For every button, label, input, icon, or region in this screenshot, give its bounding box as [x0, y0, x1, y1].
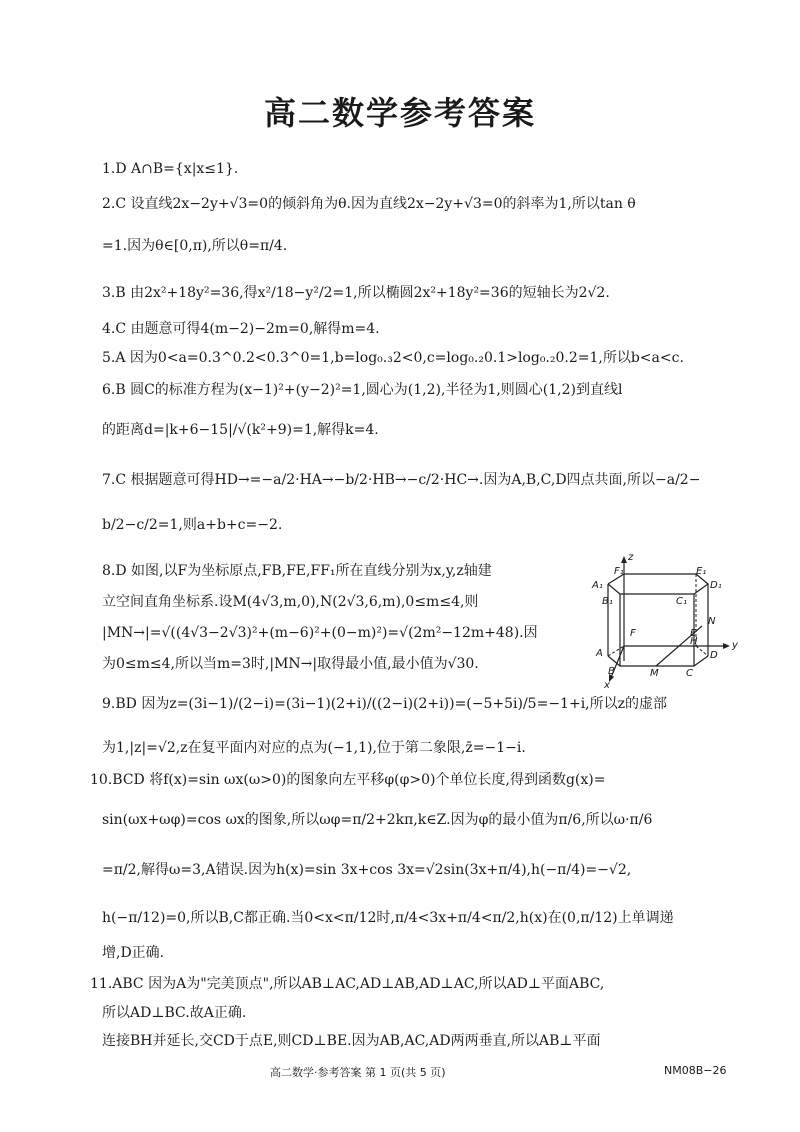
answer-line: 3.B 由2x²+18y²=36,得x²/18−y²/2=1,所以椭圆2x²+18y²=36的短轴长为2√2. [102, 285, 610, 301]
figure-label: D₁ [710, 580, 722, 591]
answer-line: |MN→|=√((4√3−2√3)²+(m−6)²+(0−m)²)=√(2m²−12m+48).因 [102, 625, 538, 641]
figure-label: A₁ [592, 580, 603, 591]
figure-label: C₁ [676, 596, 687, 607]
page-code: NM08B−26 [664, 1064, 727, 1077]
page-title: 高二数学参考答案 [263, 94, 536, 132]
figure-label: E₁ [696, 566, 707, 577]
answer-line: 增,D正确. [102, 945, 165, 961]
prism-figure [596, 556, 746, 696]
figure-label: C [686, 668, 693, 679]
figure-label: D [710, 650, 718, 661]
figure-label: A [596, 648, 603, 659]
y-arrow [723, 643, 730, 649]
answer-line: 连接BH并延长,交CD于点E,则CD⊥BE.因为AB,AC,AD两两垂直,所以AB⊥平面 [102, 1033, 601, 1049]
page-footer: 高二数学·参考答案 第 1 页(共 5 页) [270, 1066, 446, 1079]
answer-line: 8.D 如图,以F为坐标原点,FB,FE,FF₁所在直线分别为x,y,z轴建 [102, 563, 492, 579]
figure-label: F [630, 628, 636, 639]
figure-label: y [732, 640, 738, 651]
answer-line: 7.C 根据题意可得HD→=−a/2·HA→−b/2·HB→−c/2·HC→.因为A,B,C,D四点共面,所以−a/2− [102, 472, 701, 488]
answer-line: 所以AD⊥BC.故A正确. [102, 1005, 247, 1021]
answer-line: 9.BD 因为z=(3i−1)/(2−i)=(3i−1)(2+i)/((2−i)(2+i))=(−5+5i)/5=−1+i,所以z的虚部 [102, 696, 667, 712]
answer-line: 2.C 设直线2x−2y+√3=0的倾斜角为θ.因为直线2x−2y+√3=0的斜率为1,所以tan θ [102, 196, 636, 212]
figure-label: H [690, 636, 698, 647]
answer-line: h(−π/12)=0,所以B,C都正确.当0<x<π/12时,π/4<3x+π/4<π/2,h(x)在(0,π/12)上单调递 [102, 910, 674, 926]
answer-line: 1.D A∩B={x|x≤1}. [102, 161, 239, 177]
answer-line: 6.B 圆C的标准方程为(x−1)²+(y−2)²=1,圆心为(1,2),半径为1,则圆心(1,2)到直线l [102, 382, 623, 398]
answer-line: =π/2,解得ω=3,A错误.因为h(x)=sin 3x+cos 3x=√2sin(3x+π/4),h(−π/4)=−√2, [102, 862, 632, 878]
figure-label: z [628, 552, 634, 563]
answer-line: 5.A 因为0<a=0.3^0.2<0.3^0=1,b=log₀.₃2<0,c=log₀.₂0.1>log₀.₂0.2=1,所以b<a<c. [102, 350, 684, 366]
figure-label: N [708, 616, 716, 627]
figure-label: E [690, 628, 697, 639]
answer-line: =1.因为θ∈[0,π),所以θ=π/4. [102, 238, 288, 254]
answer-line: b/2−c/2=1,则a+b+c=−2. [102, 517, 283, 533]
figure-label: x [604, 680, 610, 691]
answer-line: 10.BCD 将f(x)=sin ωx(ω>0)的图象向左平移φ(φ>0)个单位长度,得到函数g(x)= [90, 772, 606, 788]
hidden-edge [696, 646, 708, 656]
answer-line: 11.ABC 因为A为"完美顶点",所以AB⊥AC,AD⊥AB,AD⊥AC,所以AD⊥平面ABC, [90, 976, 605, 992]
answer-line: 为0≤m≤4,所以当m=3时,|MN→|取得最小值,最小值为√30. [102, 656, 479, 672]
z-arrow [621, 556, 627, 563]
top-face [608, 574, 708, 594]
answer-line: sin(ωx+ωφ)=cos ωx的图象,所以ωφ=π/2+2kπ,k∈Z.因为φ的最小值为π/6,所以ω·π/6 [102, 812, 653, 828]
figure-label: B₁ [602, 596, 613, 607]
answer-line: 的距离d=|k+6−15|/√(k²+9)=1,解得k=4. [102, 422, 379, 438]
answer-line: 为1,|z|=√2,z在复平面内对应的点为(−1,1),位于第二象限,z̄=−1−i. [102, 740, 526, 756]
figure-label: B [608, 666, 615, 677]
figure-label: F₁ [614, 566, 624, 577]
figure-label: M [650, 668, 659, 679]
answer-line: 4.C 由题意可得4(m−2)−2m=0,解得m=4. [102, 321, 380, 337]
answer-line: 立空间直角坐标系.设M(4√3,m,0),N(2√3,6,m),0≤m≤4,则 [102, 594, 479, 610]
